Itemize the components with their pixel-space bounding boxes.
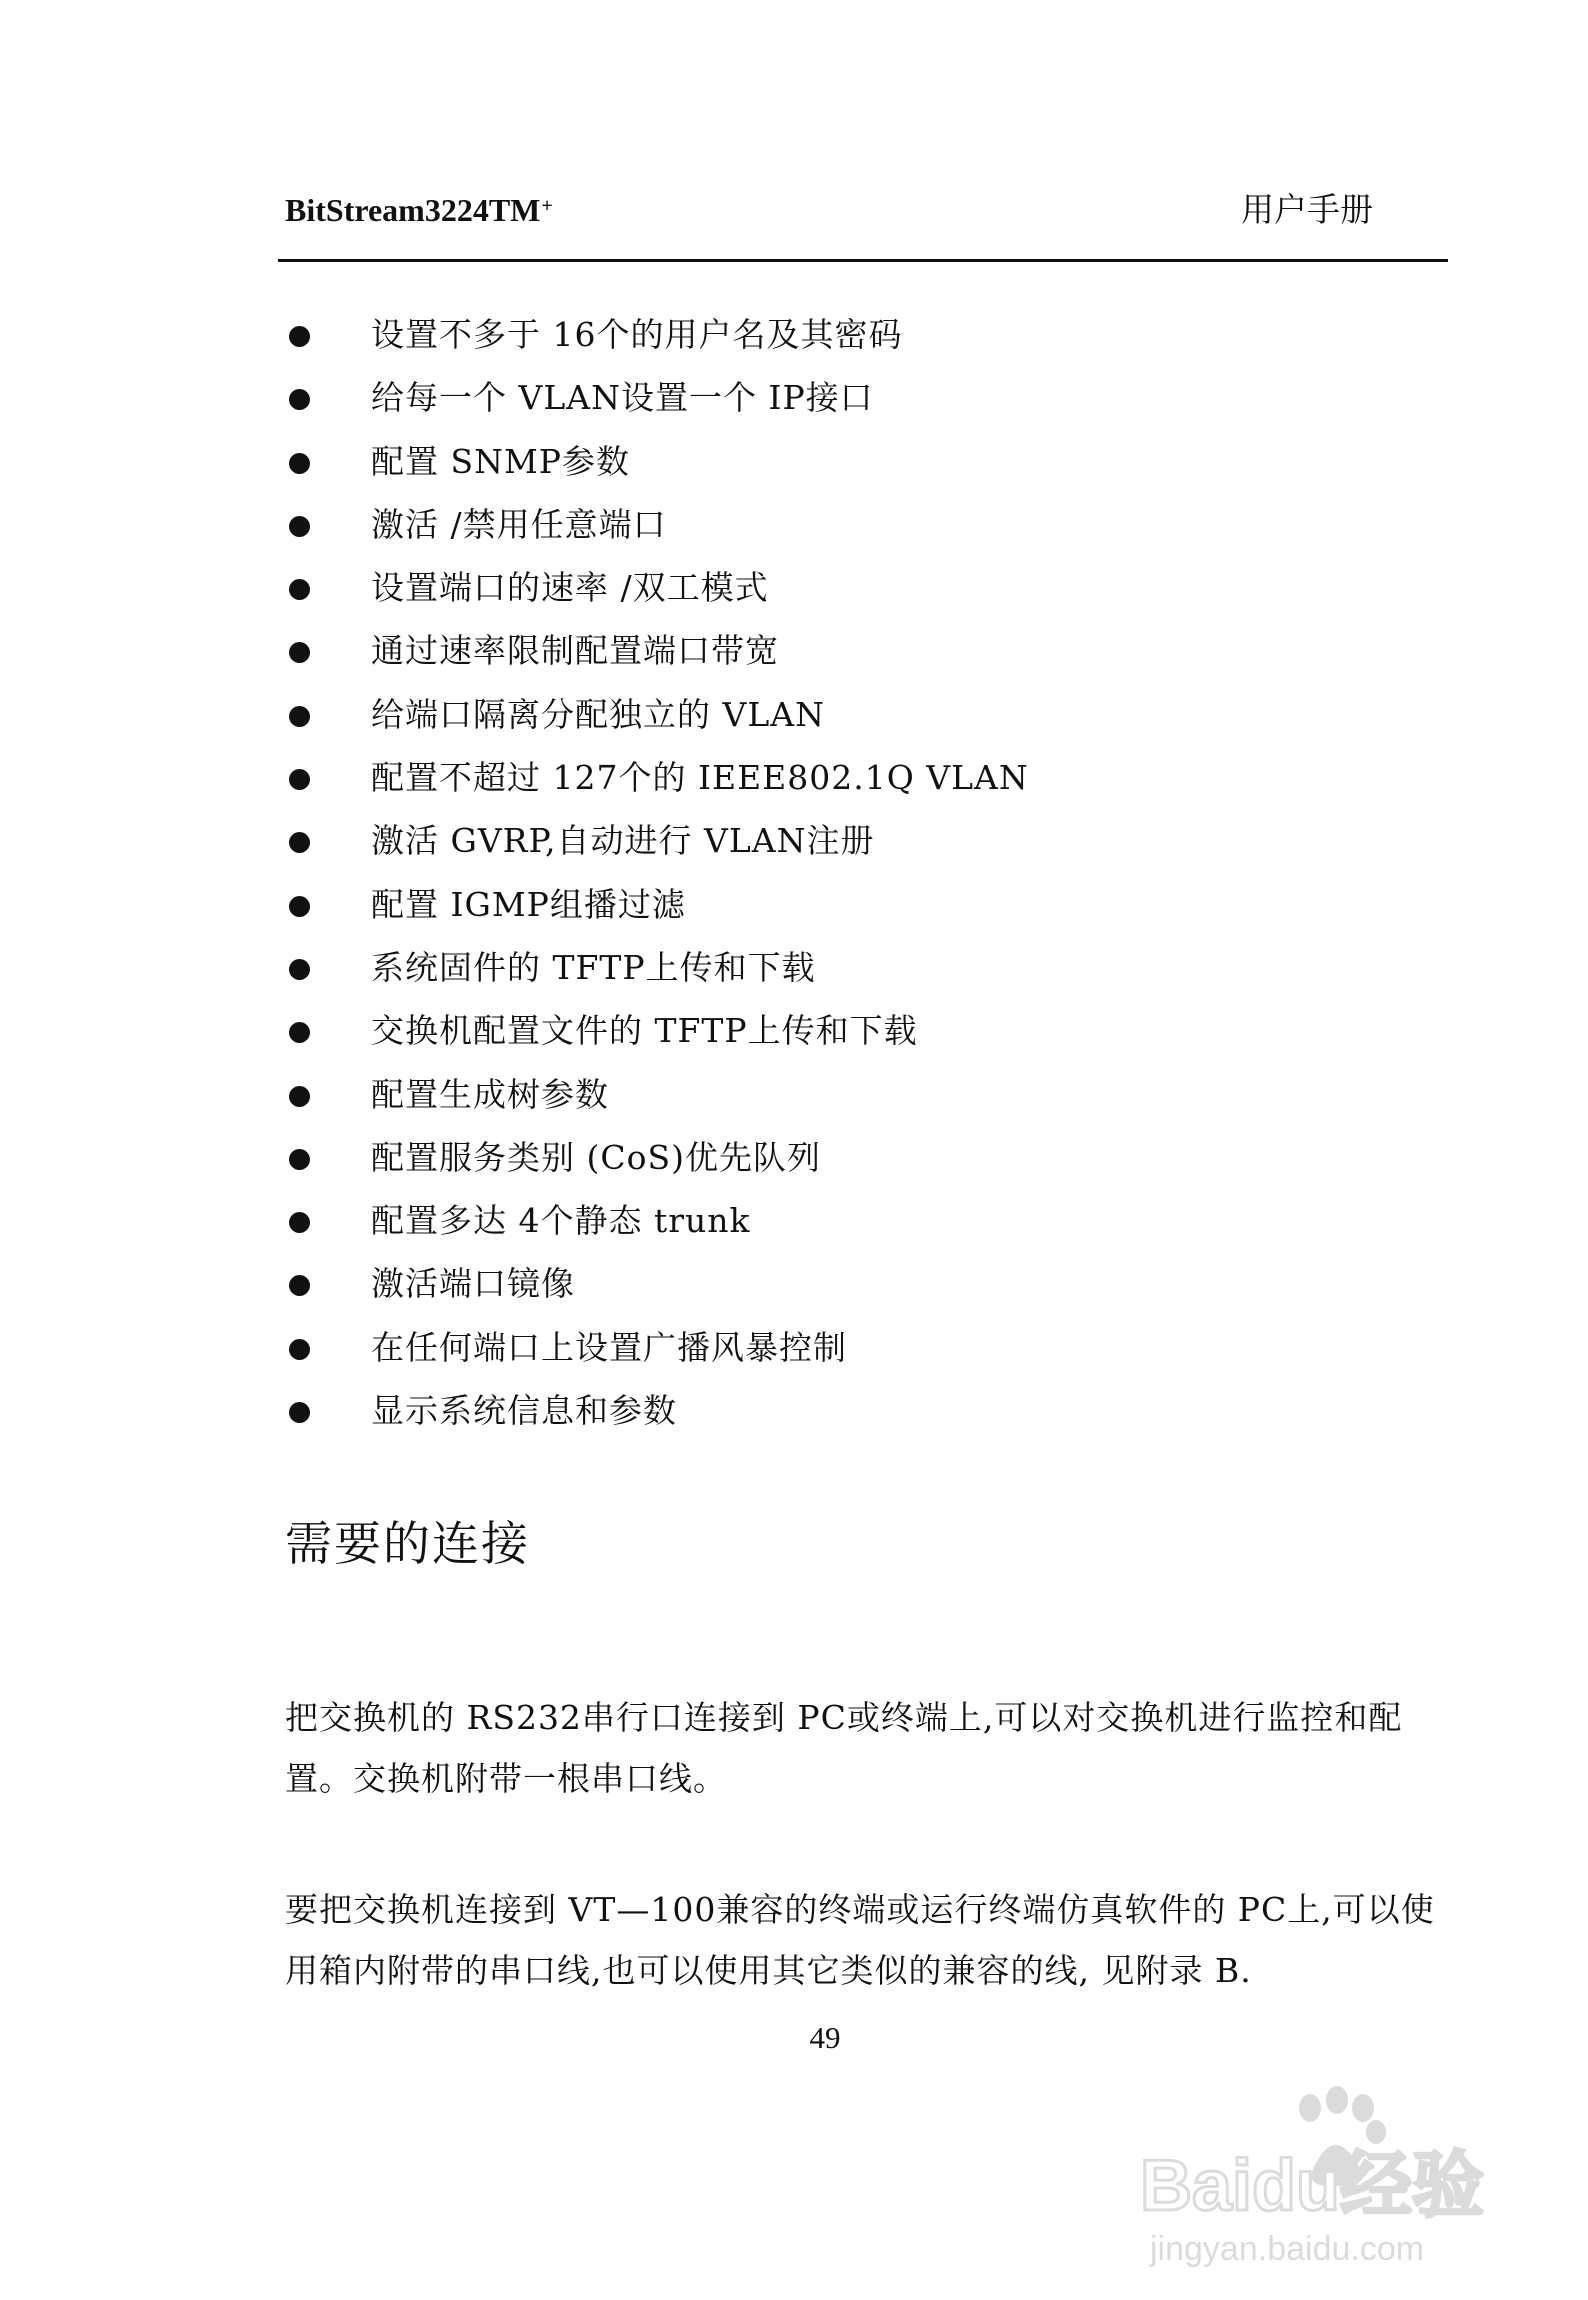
feature-item xyxy=(285,946,1385,1009)
feature-text: 配置 SNMP参数 xyxy=(371,441,630,481)
bullet-dot-icon xyxy=(289,1212,310,1233)
bullet-dot-icon xyxy=(289,706,310,727)
feature-item xyxy=(285,1009,1385,1072)
bullet-dot-icon xyxy=(289,579,310,600)
feature-text: 配置生成树参数 xyxy=(371,1074,609,1114)
feature-text: 激活 GVRP,自动进行 VLAN注册 xyxy=(371,821,875,861)
feature-text: 给端口隔离分配独立的 VLAN xyxy=(371,694,825,734)
product-title-text: BitStream3224TM xyxy=(285,192,541,228)
page-number: 49 xyxy=(809,2020,841,2055)
manual-label: 用户手册 xyxy=(1241,190,1373,229)
bullet-dot-icon xyxy=(289,453,310,474)
baidu-jingyan-watermark xyxy=(1130,2070,1510,2270)
bullet-dot-icon xyxy=(289,959,310,980)
feature-item xyxy=(285,1262,1385,1325)
feature-item xyxy=(285,693,1385,756)
bullet-dot-icon xyxy=(289,832,310,853)
feature-text: 系统固件的 TFTP上传和下载 xyxy=(371,947,816,987)
bullet-dot-icon xyxy=(289,642,310,663)
bullet-dot-icon xyxy=(289,1022,310,1043)
feature-text: 显示系统信息和参数 xyxy=(371,1391,677,1431)
feature-text: 在任何端口上设置广播风暴控制 xyxy=(371,1327,847,1367)
feature-text: 设置不多于 16个的用户名及其密码 xyxy=(371,315,903,354)
feature-text: 配置多达 4个静态 trunk xyxy=(371,1201,751,1241)
feature-item xyxy=(285,1389,1385,1452)
feature-text: 激活 /禁用任意端口 xyxy=(371,504,667,544)
bullet-dot-icon xyxy=(289,1149,310,1170)
feature-item xyxy=(285,440,1385,503)
bullet-dot-icon xyxy=(289,1339,310,1360)
product-title-superscript: + xyxy=(541,195,553,217)
feature-item xyxy=(285,629,1385,692)
feature-text: 通过速率限制配置端口带宽 xyxy=(371,631,779,671)
feature-text: 配置不超过 127个的 IEEE802.1Q VLAN xyxy=(371,758,1029,798)
feature-list xyxy=(285,313,1385,1452)
bullet-dot-icon xyxy=(289,1275,310,1296)
page-header xyxy=(285,190,1373,240)
watermark-brand: Baidu经验 xyxy=(1140,2146,1485,2226)
bullet-dot-icon xyxy=(289,1402,310,1423)
product-title xyxy=(285,190,553,230)
feature-text: 配置 IGMP组播过滤 xyxy=(371,884,686,924)
feature-text: 交换机配置文件的 TFTP上传和下载 xyxy=(371,1011,918,1051)
paragraph-terminal-connection: 要把交换机连接到 VT—100兼容的终端或运行终端仿真软件的 PC上,可以使用箱内附带的串口线,也可以使用其它类似的兼容的线, 见附录 B. xyxy=(285,1890,1435,1990)
bullet-dot-icon xyxy=(289,1086,310,1107)
feature-text: 激活端口镜像 xyxy=(371,1264,575,1304)
feature-item xyxy=(285,883,1385,946)
paragraph-serial-connection: 把交换机的 RS232串行口连接到 PC或终端上,可以对交换机进行监控和配置。交换机附带一根串口线。 xyxy=(285,1698,1403,1798)
feature-text: 设置端口的速率 /双工模式 xyxy=(371,568,769,608)
feature-item xyxy=(285,1199,1385,1262)
watermark-url: jingyan.baidu.com xyxy=(1150,2230,1425,2268)
feature-item xyxy=(285,1073,1385,1136)
feature-text: 配置服务类别 (CoS)优先队列 xyxy=(371,1137,821,1177)
feature-item xyxy=(285,313,1385,376)
feature-item xyxy=(285,756,1385,819)
bullet-dot-icon xyxy=(289,326,310,347)
feature-item xyxy=(285,819,1385,882)
feature-item xyxy=(285,376,1385,439)
header-divider xyxy=(278,259,1448,262)
feature-item xyxy=(285,1326,1385,1389)
bullet-dot-icon xyxy=(289,769,310,790)
feature-item xyxy=(285,503,1385,566)
bullet-dot-icon xyxy=(289,389,310,410)
feature-item xyxy=(285,1136,1385,1199)
bullet-dot-icon xyxy=(289,516,310,537)
feature-item xyxy=(285,566,1385,629)
section-heading: 需要的连接 xyxy=(285,1517,530,1572)
bullet-dot-icon xyxy=(289,896,310,917)
feature-text: 给每一个 VLAN设置一个 IP接口 xyxy=(371,378,874,418)
